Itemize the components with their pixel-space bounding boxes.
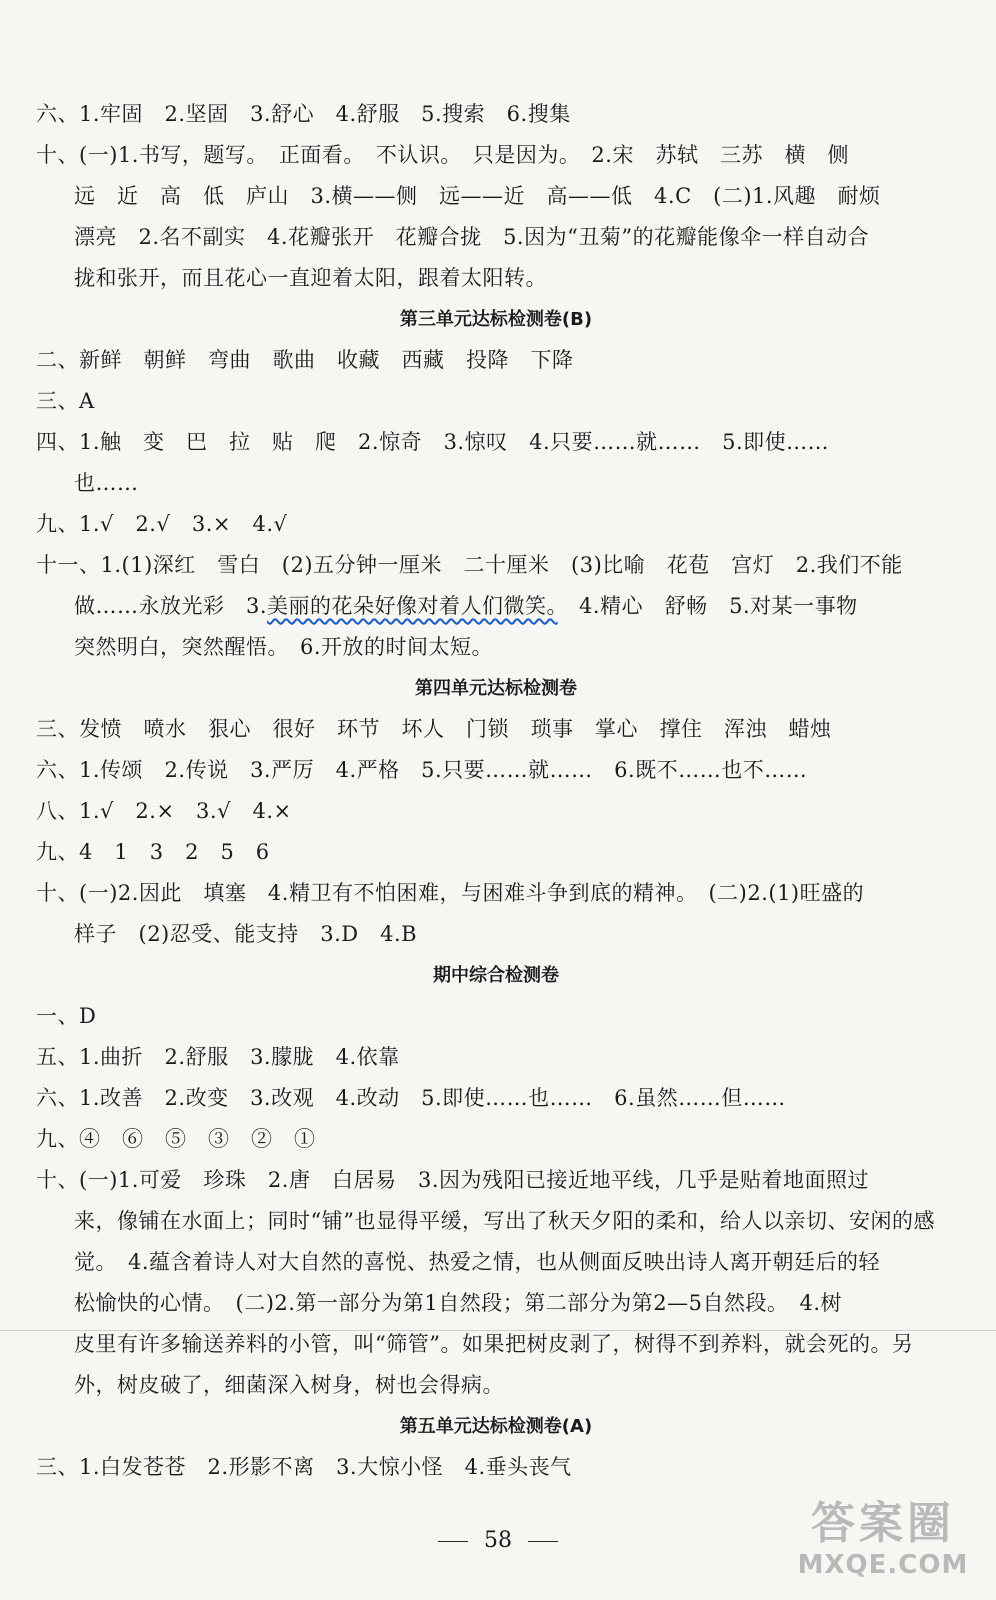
watermark-url: MXQE.COM — [797, 1550, 969, 1580]
answer-line: 松愉快的心情。 (二)2.第一部分为第1自然段；第二部分为第2—5自然段。 4.树 — [74, 1291, 843, 1315]
answer-line: 也…… — [74, 471, 139, 495]
answer-text: 做……永放光彩 3. — [74, 594, 268, 618]
answer-line: 十、(一)1.可爱 珍珠 2.唐 白居易 3.因为残阳已接近地平线，几乎是贴着地面照过 — [36, 1168, 869, 1192]
answer-line: 拢和张开，而且花心一直迎着太阳，跟着太阳转。 — [74, 266, 547, 290]
answer-line: 样子 (2)忍受、能支持 3.D 4.B — [74, 922, 418, 946]
answer-line: 十、(一)2.因此 填塞 4.精卫有不怕困难，与困难斗争到底的精神。 (二)2.(1)旺盛的 — [36, 881, 865, 905]
answer-text: 4.精心 舒畅 5.对某一事物 — [557, 594, 858, 618]
answer-line: 六、1.牢固 2.坚固 3.舒心 4.舒服 5.搜索 6.搜集 — [36, 102, 571, 126]
underlined-sentence: 美丽的花朵好像对着人们微笑。 — [267, 594, 558, 618]
answer-line: 十、(一)1.书写，题写。 正面看。 不认识。 只是因为。 2.宋 苏轼 三苏 横 侧 — [36, 143, 849, 167]
answer-line: 觉。 4.蕴含着诗人对大自然的喜悦、热爱之情，也从侧面反映出诗人离开朝廷后的轻 — [74, 1250, 881, 1274]
answer-line: 突然明白，突然醒悟。 6.开放的时间太短。 — [74, 635, 494, 659]
answer-line: 三、发愤 喷水 狠心 很好 环节 坏人 门锁 琐事 掌心 撑住 浑浊 蜡烛 — [36, 717, 832, 741]
watermark-logo — [788, 1498, 978, 1588]
dash-right — [528, 1541, 558, 1542]
section-heading: 第五单元达标检测卷(A) — [399, 1416, 593, 1437]
answer-line: 九、④ ⑥ ⑤ ③ ② ① — [36, 1127, 316, 1151]
page-number: 58 — [484, 1528, 512, 1553]
answer-line: 六、1.改善 2.改变 3.改观 4.改动 5.即使……也…… 6.虽然……但…… — [36, 1086, 786, 1110]
answer-list — [36, 94, 956, 1488]
answer-line: 八、1.√ 2.× 3.√ 4.× — [36, 799, 292, 823]
answer-line: 皮里有许多输送养料的小管，叫“筛管”。如果把树皮剥了，树得不到养料，就会死的。另 — [74, 1332, 914, 1356]
section-heading: 第四单元达标检测卷 — [415, 678, 577, 699]
answer-line: 外，树皮破了，细菌深入树身，树也会得病。 — [74, 1373, 504, 1397]
answer-line: 三、1.白发苍苍 2.形影不离 3.大惊小怪 4.垂头丧气 — [36, 1455, 572, 1479]
watermark-title: 答案圈 — [811, 1498, 955, 1549]
section-heading: 期中综合检测卷 — [433, 965, 559, 986]
answer-line: 十一、1.(1)深红 雪白 (2)五分钟一厘米 二十厘米 (3)比喻 花苞 宫灯 2.我们不能 — [36, 553, 903, 577]
section-heading: 第三单元达标检测卷(B) — [399, 309, 593, 330]
answer-line: 六、1.传颂 2.传说 3.严厉 4.严格 5.只要……就…… 6.既不……也不…… — [36, 758, 808, 782]
answer-line: 远 近 高 低 庐山 3.横——侧 远——近 高——低 4.C (二)1.风趣 耐烦 — [74, 184, 881, 208]
answer-line — [36, 586, 956, 627]
answer-line: 三、A — [36, 389, 95, 413]
dash-left — [438, 1541, 468, 1542]
answer-line: 漂亮 2.名不副实 4.花瓣张开 花瓣合拢 5.因为“丑菊”的花瓣能像伞一样自动合 — [74, 225, 870, 249]
answer-line: 一、D — [36, 1004, 97, 1028]
answer-line: 二、新鲜 朝鲜 弯曲 歌曲 收藏 西藏 投降 下降 — [36, 348, 574, 372]
answer-line: 九、1.√ 2.√ 3.× 4.√ — [36, 512, 288, 536]
answer-line: 五、1.曲折 2.舒服 3.朦胧 4.依靠 — [36, 1045, 400, 1069]
page-fold-divider — [0, 1330, 996, 1331]
answer-line: 四、1.触 变 巴 拉 贴 爬 2.惊奇 3.惊叹 4.只要……就…… 5.即使…… — [36, 430, 830, 454]
answer-line: 来，像铺在水面上；同时“铺”也显得平缓，写出了秋天夕阳的柔和，给人以亲切、安闲的感 — [74, 1209, 935, 1233]
answer-line: 九、4 1 3 2 5 6 — [36, 840, 270, 864]
